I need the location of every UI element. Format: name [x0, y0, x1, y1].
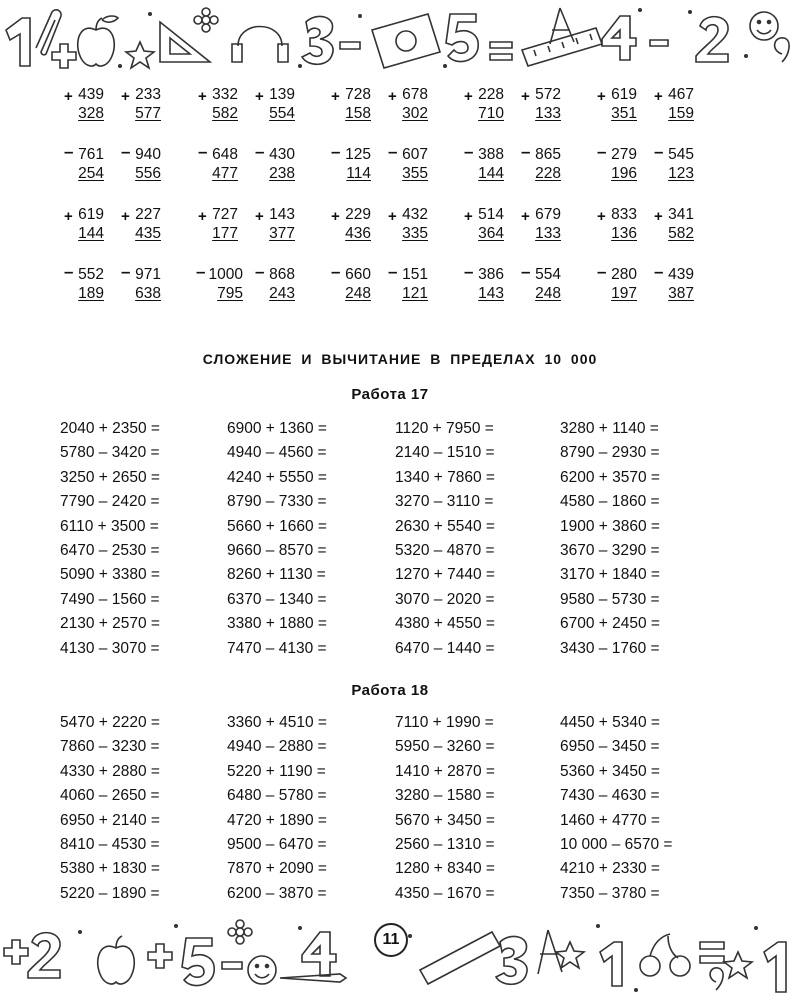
second-operand: 243	[269, 285, 295, 302]
column-problem	[464, 262, 510, 307]
column-problem	[255, 262, 301, 307]
digit-one-doodle-2	[764, 942, 786, 992]
expression: 1120 + 7950 =	[395, 420, 494, 437]
second-operand: 114	[346, 165, 371, 182]
column-problem	[464, 85, 510, 127]
first-operand: 679	[535, 206, 561, 223]
first-operand: 341	[668, 206, 694, 223]
expression: 4580 – 1860 =	[560, 493, 660, 511]
second-operand: 123	[668, 165, 694, 182]
plus-sign: +	[64, 88, 73, 105]
column-problem	[198, 142, 244, 187]
pencil-icon	[280, 974, 346, 982]
column-problem	[331, 142, 377, 187]
column-problem	[64, 142, 110, 187]
first-operand: 233	[135, 86, 161, 103]
expression: 4940 – 2880 =	[227, 738, 327, 756]
second-operand: 248	[345, 285, 371, 302]
first-operand: 228	[478, 86, 504, 103]
second-operand: 248	[535, 285, 561, 302]
expression: 3280 + 1140 =	[560, 420, 659, 437]
second-operand: 143	[478, 285, 504, 302]
column-problem	[121, 85, 167, 127]
minus-sign: –	[255, 262, 265, 281]
second-operand: 795	[217, 285, 243, 302]
column-problem	[388, 262, 434, 307]
plus-doodle	[4, 940, 28, 964]
column-problem	[521, 142, 567, 187]
expression: 6950 – 3450 =	[560, 738, 660, 756]
second-operand: 189	[78, 285, 104, 302]
second-operand: 351	[611, 105, 637, 122]
first-operand: 607	[402, 146, 428, 163]
second-operand: 133	[535, 225, 561, 242]
first-operand: 660	[345, 266, 371, 283]
second-operand: 328	[78, 105, 104, 122]
expression: 3360 + 4510 =	[227, 714, 327, 731]
second-operand: 196	[611, 165, 637, 182]
first-operand: 619	[611, 86, 637, 103]
expression: 5470 + 2220 =	[60, 714, 160, 731]
expression: 6470 – 1440 =	[395, 639, 495, 657]
star-doodle-2	[724, 952, 752, 978]
expression: 5090 + 3380 =	[60, 566, 160, 584]
expression: 4940 – 4560 =	[227, 444, 327, 462]
first-operand: 552	[78, 266, 104, 283]
expression: 7490 – 1560 =	[60, 590, 160, 608]
digit-five-doodle	[182, 938, 214, 986]
plus-sign: +	[255, 208, 264, 225]
first-operand: 728	[345, 86, 371, 103]
second-operand: 582	[212, 105, 238, 122]
minus-sign: –	[388, 142, 398, 161]
first-operand: 648	[212, 146, 238, 163]
expression: 5220 – 1890 =	[60, 884, 160, 902]
second-operand: 136	[611, 225, 637, 242]
column-problem	[521, 85, 567, 127]
minus-sign: –	[331, 142, 341, 161]
first-operand: 439	[668, 266, 694, 283]
second-operand: 158	[345, 105, 371, 122]
expression: 6700 + 2450 =	[560, 615, 660, 633]
expression: 2130 + 2570 =	[60, 615, 160, 633]
expression: 6900 + 1360 =	[227, 420, 327, 437]
minus-sign: –	[464, 262, 474, 281]
column-problem	[331, 85, 377, 127]
first-operand: 761	[78, 146, 104, 163]
first-operand: 572	[535, 86, 561, 103]
expression: 6110 + 3500 =	[60, 517, 159, 535]
plus-sign: +	[198, 208, 207, 225]
expression: 3070 – 2020 =	[395, 590, 495, 608]
column-problem	[64, 205, 110, 247]
first-operand: 619	[78, 206, 104, 223]
expression: 7470 – 4130 =	[227, 639, 327, 657]
minus-sign: –	[521, 142, 531, 161]
expression: 6950 + 2140 =	[60, 811, 160, 829]
digit-two-doodle	[28, 933, 60, 978]
second-operand: 377	[269, 225, 295, 242]
expression: 2560 – 1310 =	[395, 836, 495, 853]
expression: 4240 + 5550 =	[227, 468, 327, 486]
first-operand: 545	[668, 146, 694, 163]
first-operand: 678	[402, 86, 428, 103]
column-problem	[654, 262, 700, 307]
first-operand: 125	[345, 146, 371, 163]
expression: 5320 – 4870 =	[395, 542, 495, 559]
plus-sign: +	[597, 208, 606, 225]
expression: 3430 – 1760 =	[560, 639, 660, 657]
expression: 7430 – 4630 =	[560, 787, 660, 805]
minus-sign: –	[121, 142, 131, 161]
plus-sign: +	[654, 88, 663, 105]
expression: 3250 + 2650 =	[60, 468, 160, 486]
second-operand: 133	[535, 105, 561, 122]
expression: 3270 – 3110 =	[395, 493, 494, 511]
minus-sign: –	[64, 142, 74, 161]
first-operand: 554	[535, 266, 561, 283]
expression: 7350 – 3780 =	[560, 884, 660, 902]
first-operand: 833	[611, 206, 637, 223]
column-problem	[388, 85, 434, 127]
equals-doodle	[700, 942, 724, 963]
minus-sign: –	[198, 142, 208, 161]
minus-sign: –	[64, 262, 74, 281]
minus-sign: –	[331, 262, 341, 281]
plus-sign: +	[654, 208, 663, 225]
expression: 2630 + 5540 =	[395, 517, 495, 535]
ruler-icon	[420, 932, 500, 984]
expression: 2040 + 2350 =	[60, 420, 160, 437]
expression: 6200 – 3870 =	[227, 884, 327, 902]
minus-sign: –	[255, 142, 265, 161]
column-problem	[255, 142, 301, 187]
expression: 4130 – 3070 =	[60, 639, 160, 657]
second-operand: 435	[135, 225, 161, 242]
second-operand: 436	[345, 225, 371, 242]
expression: 4380 + 4550 =	[395, 615, 495, 633]
column-problem	[654, 85, 700, 127]
plus-sign: +	[198, 88, 207, 105]
column-problem	[654, 205, 700, 247]
first-operand: 386	[478, 266, 504, 283]
second-operand: 477	[212, 165, 238, 182]
expression: 4450 + 5340 =	[560, 714, 660, 731]
section-heading: СЛОЖЕНИЕ И ВЫЧИТАНИЕ В ПРЕДЕЛАХ 10 000	[202, 351, 598, 367]
column-problem	[388, 142, 434, 187]
column-problem	[331, 262, 377, 307]
expression: 4720 + 1890 =	[227, 811, 327, 829]
minus-sign: –	[121, 262, 131, 281]
second-operand: 121	[402, 285, 428, 302]
column-problem	[521, 205, 567, 247]
second-operand: 254	[78, 165, 104, 182]
first-operand: 868	[269, 266, 295, 283]
plus-sign: +	[331, 208, 340, 225]
second-operand: 335	[402, 225, 428, 242]
column-problem	[464, 142, 510, 187]
plus-doodle-2	[148, 944, 172, 968]
digit-three-doodle	[496, 936, 527, 984]
column-problem	[597, 142, 643, 187]
first-operand: 432	[402, 206, 428, 223]
expression: 5950 – 3260 =	[395, 738, 495, 756]
minus-sign: –	[196, 262, 206, 281]
second-operand: 577	[135, 105, 161, 122]
column-problem	[198, 85, 244, 127]
plus-sign: +	[64, 208, 73, 225]
column-problem	[121, 142, 167, 187]
minus-sign: –	[388, 262, 398, 281]
plus-sign: +	[464, 208, 473, 225]
expression: 8790 – 7330 =	[227, 493, 327, 511]
expression: 4210 + 2330 =	[560, 860, 660, 878]
expression: 1270 + 7440 =	[395, 566, 495, 584]
expression: 6370 – 1340 =	[227, 590, 327, 608]
first-operand: 514	[478, 206, 504, 223]
flower-doodle	[236, 928, 244, 936]
second-operand: 144	[78, 225, 104, 242]
second-operand: 556	[135, 165, 161, 182]
expression: 8790 – 2930 =	[560, 444, 660, 462]
page-number: 11	[374, 923, 408, 957]
plus-sign: +	[388, 208, 397, 225]
column-problem	[255, 85, 301, 127]
second-operand: 238	[269, 165, 295, 182]
plus-sign: +	[255, 88, 264, 105]
second-operand: 554	[269, 105, 295, 122]
expression: 3280 – 1580 =	[395, 787, 495, 805]
first-operand: 332	[212, 86, 238, 103]
work-17-title: Работа 17	[351, 386, 429, 403]
smiley-icon	[248, 956, 276, 984]
column-problem	[597, 205, 643, 247]
expression: 9660 – 8570 =	[227, 542, 327, 559]
column-problem	[121, 262, 167, 307]
expression: 3170 + 1840 =	[560, 566, 660, 584]
minus-sign: –	[654, 262, 664, 281]
plus-sign: +	[121, 88, 130, 105]
first-operand: 151	[402, 266, 428, 283]
column-problem	[198, 205, 244, 247]
first-operand: 280	[611, 266, 637, 283]
expression: 7790 – 2420 =	[60, 493, 160, 511]
minus-sign: –	[597, 142, 607, 161]
expression: 1900 + 3860 =	[560, 517, 660, 535]
digit-nine-doodle	[710, 968, 723, 990]
minus-sign: –	[464, 142, 474, 161]
plus-sign: +	[597, 88, 606, 105]
cherries-icon	[650, 934, 678, 958]
expression: 3670 – 3290 =	[560, 542, 660, 559]
first-operand: 279	[611, 146, 637, 163]
plus-sign: +	[521, 208, 530, 225]
expression: 2140 – 1510 =	[395, 444, 495, 462]
first-operand: 430	[269, 146, 295, 163]
second-operand: 159	[668, 105, 694, 122]
first-operand: 1000	[208, 266, 243, 283]
expression: 1460 + 4770 =	[560, 811, 660, 829]
column-problem	[64, 262, 110, 307]
second-operand: 710	[478, 105, 504, 122]
second-operand: 302	[402, 105, 428, 122]
expression: 5380 + 1830 =	[60, 860, 160, 878]
column-problem	[64, 85, 110, 127]
first-operand: 940	[135, 146, 161, 163]
second-operand: 228	[535, 165, 561, 182]
first-operand: 727	[212, 206, 238, 223]
expression: 4350 – 1670 =	[395, 884, 495, 902]
column-problem	[121, 205, 167, 247]
apple-icon	[98, 936, 135, 984]
first-operand: 439	[78, 86, 104, 103]
second-operand: 387	[668, 285, 694, 302]
column-problem	[654, 142, 700, 187]
expression: 5360 + 3450 =	[560, 762, 660, 780]
column-problem	[331, 205, 377, 247]
expression: 5660 + 1660 =	[227, 517, 327, 535]
plus-sign: +	[121, 208, 130, 225]
first-operand: 229	[345, 206, 371, 223]
expression: 7870 + 2090 =	[227, 860, 327, 878]
column-problem	[521, 262, 567, 307]
column-problem	[597, 85, 643, 127]
column-problem	[196, 262, 249, 307]
column-problem	[388, 205, 434, 247]
second-operand: 197	[611, 285, 637, 302]
minus-sign: –	[521, 262, 531, 281]
expression: 6480 – 5780 =	[227, 787, 327, 805]
minus-doodle	[222, 962, 242, 969]
expression: 5780 – 3420 =	[60, 444, 160, 462]
second-operand: 355	[402, 165, 428, 182]
work-18-title: Работа 18	[351, 682, 429, 699]
expression: 1340 + 7860 =	[395, 468, 495, 486]
expression: 8260 + 1130 =	[227, 566, 326, 584]
expression: 6470 – 2530 =	[60, 542, 160, 559]
second-operand: 638	[135, 285, 161, 302]
expression: 9580 – 5730 =	[560, 590, 660, 608]
first-operand: 865	[535, 146, 561, 163]
expression: 7110 + 1990 =	[395, 714, 494, 731]
minus-sign: –	[654, 142, 664, 161]
expression: 10 000 – 6570 =	[560, 836, 673, 853]
second-operand: 177	[212, 225, 238, 242]
first-operand: 388	[478, 146, 504, 163]
column-problem	[464, 205, 510, 247]
expression: 8410 – 4530 =	[60, 836, 160, 853]
expression: 9500 – 6470 =	[227, 836, 327, 853]
expression: 5220 + 1190 =	[227, 762, 326, 780]
second-operand: 364	[478, 225, 504, 242]
expression: 1280 + 8340 =	[395, 860, 495, 878]
second-operand: 144	[478, 165, 504, 182]
column-problems-grid	[0, 0, 800, 320]
plus-sign: +	[388, 88, 397, 105]
expression: 1410 + 2870 =	[395, 762, 495, 780]
plus-sign: +	[521, 88, 530, 105]
minus-sign: –	[597, 262, 607, 281]
column-problem	[597, 262, 643, 307]
expression: 5670 + 3450 =	[395, 811, 495, 829]
first-operand: 139	[269, 86, 295, 103]
digit-four-doodle	[302, 932, 336, 976]
expression: 6200 + 3570 =	[560, 468, 660, 486]
plus-sign: +	[464, 88, 473, 105]
column-problem	[255, 205, 301, 247]
expression: 7860 – 3230 =	[60, 738, 160, 756]
digit-one-doodle	[600, 942, 622, 986]
expression: 3380 + 1880 =	[227, 615, 327, 633]
first-operand: 467	[668, 86, 694, 103]
second-operand: 582	[668, 225, 694, 242]
plus-sign: +	[331, 88, 340, 105]
first-operand: 143	[269, 206, 295, 223]
expression: 4330 + 2880 =	[60, 762, 160, 780]
first-operand: 227	[135, 206, 161, 223]
first-operand: 971	[135, 266, 161, 283]
expression: 4060 – 2650 =	[60, 787, 160, 805]
